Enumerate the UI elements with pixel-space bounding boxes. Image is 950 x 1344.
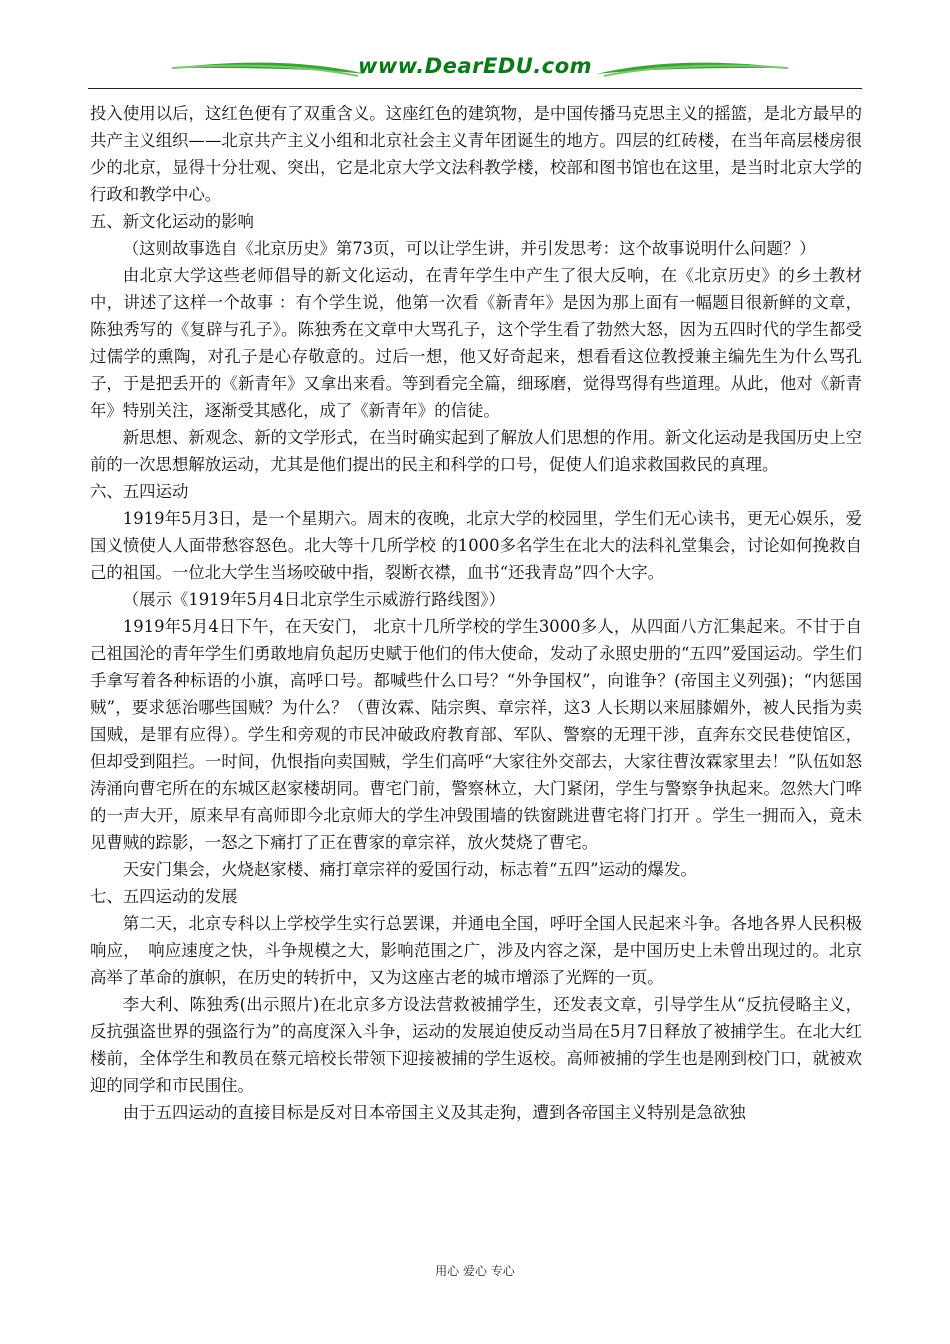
paragraph: （这则故事选自《北京历史》第73页，可以让学生讲，并引发思考：这个故事说明什么问题？）	[122, 239, 816, 258]
section-heading-7: 七、五四运动的发展	[90, 887, 238, 906]
paragraph: 由北京大学这些老师倡导的新文化运动，在青年学生中产生了很大反响，在《北京历史》的乡土教材中，讲述了这样一个故事 ：有个学生说，他第一次看《新青年》是因为那上面有一幅题目很新鲜的文章，陈独秀写的《复辟与孔子》。陈独秀在文章中大骂孔子，这个学生看了勃然大怒，因为五四时代的学生都受过儒学的熏陶，对孔子是心存敬意的。过后一想，他又好奇起来，想看看这位教授兼主编先生为什么骂孔子，于是把丢开的《新青年》又拿出来看。等到看完全篇，细琢磨，觉得骂得有些道理。从此，他对《新青年》特别关注，逐渐受其感化，成了《新青年》的信徒。	[90, 266, 862, 420]
paragraph: 由于五四运动的直接目标是反对日本帝国主义及其走狗，遭到各帝国主义特别是急欲独	[122, 1103, 746, 1122]
paragraph: 李大利、陈独秀(出示照片)在北京多方设法营救被捕学生，还发表文章，引导学生从“反抗侵略主义，反抗强盗世界的强盗行为”的高度深入斗争，运动的发展迫使反动当局在5月7日释放了被捕学生。在北大红楼前，全体学生和教员在蔡元培校长带领下迎接被捕的学生返校。高师被捕的学生也是刚到校门口，就被欢迎的同学和市民围住。	[90, 995, 862, 1095]
paragraph: 1919年5月4日下午，在天安门， 北京十几所学校的学生3000多人，从四面八方汇集起来。不甘于自己祖国沦的青年学生们勇敢地肩负起历史赋于他们的伟大使命，发动了永照史册的“五四”爱国运动。学生们手拿写着各种标语的小旗，高呼口号。都喊些什么口号？“外争国权”，向谁争？(帝国主义列强)；“内惩国贼”，要求惩治哪些国贼？为什么？（曹汝霖、陆宗舆、章宗祥，这3 人长期以来屈膝媚外，被人民指为卖国贼，是罪有应得）。学生和旁观的市民冲破政府教育部、军队、警察的无理干涉，直奔东交民巷使馆区，但却受到阻拦。一时间，仇恨指向卖国贼，学生们高呼“大家往外交部去，大家往曹汝霖家里去！”队伍如怒涛涌向曹宅所在的东城区赵家楼胡同。曹宅门前，警察林立，大门紧闭，学生与警察争执起来。忽然大门哗的一声大开，原来早有高师即今北京师大的学生冲毁围墙的铁窗跳进曹宅将门打开 。学生一拥而入，竟未见曹贼的踪影，一怒之下痛打了正在曹家的章宗祥，放火焚烧了曹宅。	[90, 617, 862, 852]
section-heading-5: 五、新文化运动的影响	[90, 212, 254, 231]
paragraph: 第二天，北京专科以上学校学生实行总罢课，并通电全国，呼吁全国人民起来斗争。各地各界人民积极响应， 响应速度之快，斗争规模之大，影响范围之广，涉及内容之深，是中国历史上未曾出现过的。北京高举了革命的旗帜，在历史的转折中，又为这座古老的城市增添了光辉的一页。	[90, 914, 862, 987]
site-url: www.DearEDU.com	[357, 54, 593, 78]
paragraph: 1919年5月3日，是一个星期六。周末的夜晚，北京大学的校园里，学生们无心读书，更无心娱乐，爱国义愤使人人面带愁容怒色。北大等十几所学校 的1000多名学生在北大的法科礼堂集会，讨论如何挽救自己的祖国。一位北大学生当场咬破中指，裂断衣襟，血书“还我青岛”四个大字。	[90, 509, 862, 582]
paragraph-continued: 投入使用以后，这红色便有了双重含义。这座红色的建筑物，是中国传播马克思主义的摇篮，是北方最早的共产主义组织——北京共产主义小组和北京社会主义青年团诞生的地方。四层的红砖楼，在当年高层楼房很少的北京，显得十分壮观、突出，它是北京大学文法科教学楼，校部和图书馆也在这里，是当时北京大学的行政和教学中心。	[90, 104, 862, 204]
page-header	[88, 52, 862, 96]
document-body	[90, 100, 862, 1126]
page-footer: 用心 爱心 专心	[435, 1264, 515, 1278]
paragraph: 新思想、新观念、新的文学形式，在当时确实起到了解放人们思想的作用。新文化运动是我国历史上空前的一次思想解放运动，尤其是他们提出的民主和科学的口号，促使人们追求救国救民的真理。	[90, 428, 862, 474]
section-heading-6: 六、五四运动	[90, 482, 189, 501]
header-rule	[88, 88, 862, 89]
paragraph: 天安门集会，火烧赵家楼、痛打章宗祥的爱国行动，标志着“五四”运动的爆发。	[122, 860, 697, 879]
paragraph: （展示《1919年5月4日北京学生示威游行路线图》）	[122, 590, 505, 609]
